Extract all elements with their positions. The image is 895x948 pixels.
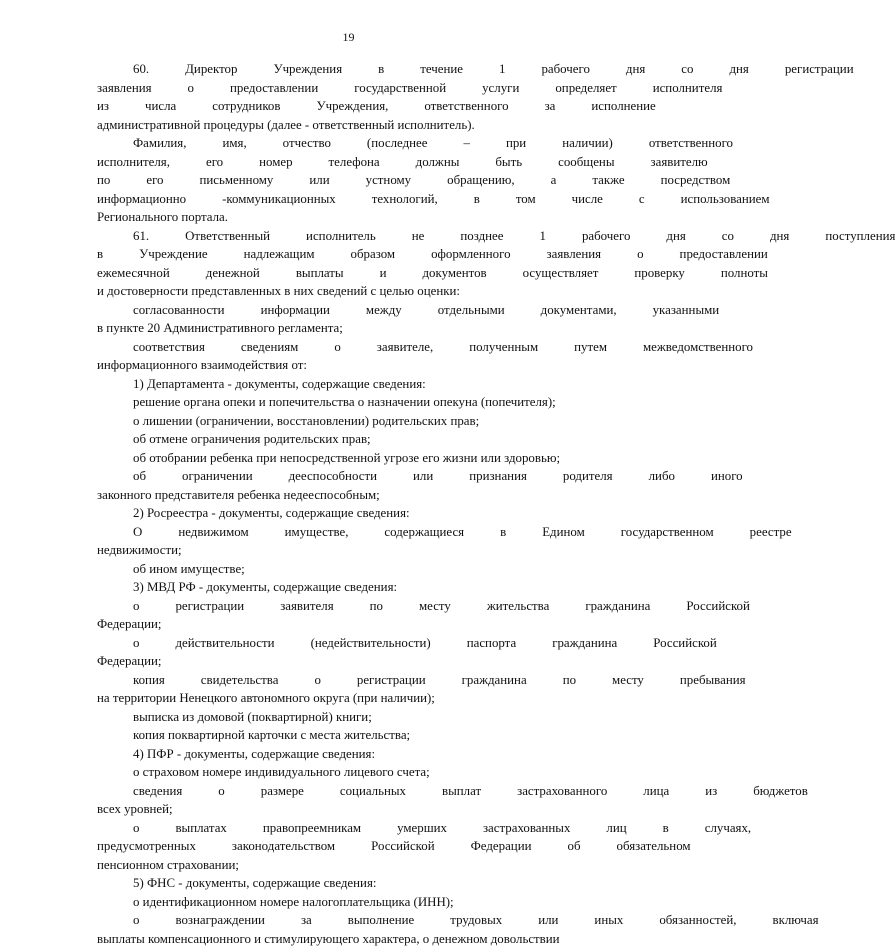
text-line: копия поквартирной карточки с места жительства; bbox=[97, 726, 600, 745]
paragraph-p60 bbox=[97, 60, 600, 134]
text-line: О недвижимом имуществе, содержащиеся в Едином государственном реестре bbox=[97, 523, 600, 542]
paragraph-p60b bbox=[97, 134, 600, 227]
paragraph-p61 bbox=[97, 227, 600, 301]
text-line: о лишении (ограничении, восстановлении) родительских прав; bbox=[97, 412, 600, 431]
page-number: 19 bbox=[97, 28, 600, 60]
paragraph-i1d bbox=[97, 449, 600, 468]
text-line: ежемесячной денежной выплаты и документов осуществляет проверку полноты bbox=[61, 264, 600, 283]
paragraph-i3c bbox=[97, 671, 600, 708]
paragraph-i1b bbox=[97, 412, 600, 431]
text-line: сведения о размере социальных выплат застрахованного лица из бюджетов bbox=[97, 782, 600, 801]
text-line: информационного взаимодействия от: bbox=[61, 356, 600, 375]
text-line: об отмене ограничения родительских прав; bbox=[97, 430, 600, 449]
text-line: выплаты компенсационного и стимулирующего характера, о денежном довольствии bbox=[61, 930, 600, 948]
text-line: Федерации; bbox=[61, 615, 600, 634]
paragraph-i1 bbox=[97, 375, 600, 394]
paragraph-i4a bbox=[97, 763, 600, 782]
text-line: соответствия сведениям о заявителе, полученным путем межведомственного bbox=[97, 338, 600, 357]
paragraph-p61b bbox=[97, 338, 600, 375]
paragraph-i2 bbox=[97, 504, 600, 523]
paragraph-i3 bbox=[97, 578, 600, 597]
text-line: из числа сотрудников Учреждения, ответственного за исполнение bbox=[61, 97, 600, 116]
text-line: об ином имуществе; bbox=[97, 560, 600, 579]
text-line: информационно -коммуникационных технологий, в том числе с использованием bbox=[61, 190, 600, 209]
text-line: пенсионном страховании; bbox=[61, 856, 600, 875]
text-line: 5) ФНС - документы, содержащие сведения: bbox=[97, 874, 600, 893]
text-line: на территории Ненецкого автономного округа (при наличии); bbox=[61, 689, 600, 708]
text-line: решение органа опеки и попечительства о назначении опекуна (попечителя); bbox=[97, 393, 600, 412]
text-line: Регионального портала. bbox=[61, 208, 600, 227]
paragraph-i3a bbox=[97, 597, 600, 634]
paragraph-i4c bbox=[97, 819, 600, 875]
text-line: 3) МВД РФ - документы, содержащие сведения: bbox=[97, 578, 600, 597]
text-line: о страховом номере индивидуального лицевого счета; bbox=[97, 763, 600, 782]
paragraph-i2a bbox=[97, 523, 600, 560]
text-line: 2) Росреестра - документы, содержащие сведения: bbox=[97, 504, 600, 523]
text-line: копия свидетельства о регистрации гражданина по месту пребывания bbox=[97, 671, 600, 690]
text-line: исполнителя, его номер телефона должны быть сообщены заявителю bbox=[61, 153, 600, 172]
text-line: об ограничении дееспособности или признания родителя либо иного bbox=[97, 467, 600, 486]
text-line: 1) Департамента - документы, содержащие сведения: bbox=[97, 375, 600, 394]
paragraph-i3e bbox=[97, 726, 600, 745]
paragraph-p61a bbox=[97, 301, 600, 338]
text-line: о вознаграждении за выполнение трудовых или иных обязанностей, включая bbox=[97, 911, 600, 930]
text-line: по его письменному или устному обращению, а также посредством bbox=[61, 171, 600, 190]
paragraph-i5a bbox=[97, 893, 600, 912]
text-line: заявления о предоставлении государственной услуги определяет исполнителя bbox=[61, 79, 600, 98]
text-line: согласованности информации между отдельными документами, указанными bbox=[97, 301, 600, 320]
paragraph-i1e bbox=[97, 467, 600, 504]
text-line: Фамилия, имя, отчество (последнее – при наличии) ответственного bbox=[97, 134, 600, 153]
text-line: 4) ПФР - документы, содержащие сведения: bbox=[97, 745, 600, 764]
text-line: законного представителя ребенка недееспособным; bbox=[61, 486, 600, 505]
text-line: о регистрации заявителя по месту жительства гражданина Российской bbox=[97, 597, 600, 616]
text-line: выписка из домовой (поквартирной) книги; bbox=[97, 708, 600, 727]
text-line: административной процедуры (далее - ответственный исполнитель). bbox=[61, 116, 600, 135]
document-body bbox=[97, 60, 600, 948]
paragraph-i1a bbox=[97, 393, 600, 412]
paragraph-i1c bbox=[97, 430, 600, 449]
paragraph-i4b bbox=[97, 782, 600, 819]
text-line: в Учреждение надлежащим образом оформленного заявления о предоставлении bbox=[61, 245, 600, 264]
text-line: недвижимости; bbox=[61, 541, 600, 560]
text-line: 60. Директор Учреждения в течение 1 рабочего дня со дня регистрации bbox=[97, 60, 600, 79]
paragraph-i3b bbox=[97, 634, 600, 671]
paragraph-i3d bbox=[97, 708, 600, 727]
paragraph-i4 bbox=[97, 745, 600, 764]
document-page bbox=[97, 28, 600, 948]
paragraph-i5b bbox=[97, 911, 600, 948]
paragraph-i2b bbox=[97, 560, 600, 579]
text-line: о идентификационном номере налогоплательщика (ИНН); bbox=[97, 893, 600, 912]
paragraph-i5 bbox=[97, 874, 600, 893]
text-line: 61. Ответственный исполнитель не позднее 1 рабочего дня со дня поступления bbox=[97, 227, 600, 246]
text-line: в пункте 20 Административного регламента; bbox=[61, 319, 600, 338]
text-line: о действительности (недействительности) паспорта гражданина Российской bbox=[97, 634, 600, 653]
text-line: и достоверности представленных в них сведений с целью оценки: bbox=[61, 282, 600, 301]
text-line: предусмотренных законодательством Российской Федерации об обязательном bbox=[61, 837, 600, 856]
text-line: Федерации; bbox=[61, 652, 600, 671]
text-line: об отобрании ребенка при непосредственной угрозе его жизни или здоровью; bbox=[97, 449, 600, 468]
text-line: о выплатах правопреемникам умерших застрахованных лиц в случаях, bbox=[97, 819, 600, 838]
text-line: всех уровней; bbox=[61, 800, 600, 819]
